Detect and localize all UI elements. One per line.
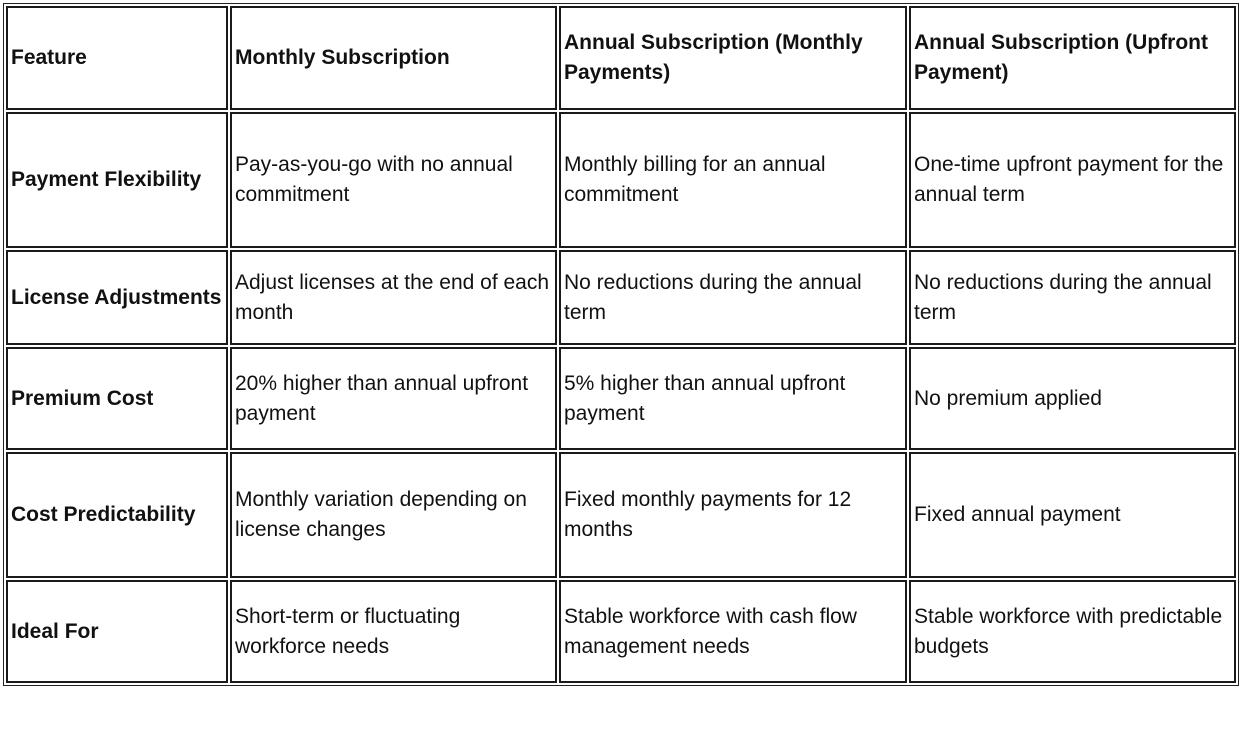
row-label-license-adjustments: License Adjustments [6, 250, 228, 345]
table-cell: Fixed annual payment [909, 452, 1236, 578]
table-cell: No premium applied [909, 347, 1236, 450]
table-cell: Stable workforce with cash flow management needs [559, 580, 907, 683]
table-cell: Monthly variation depending on license changes [230, 452, 557, 578]
header-monthly-subscription: Monthly Subscription [230, 6, 557, 110]
table-cell: One-time upfront payment for the annual term [909, 112, 1236, 248]
table-row [6, 347, 1236, 450]
table-cell: Fixed monthly payments for 12 months [559, 452, 907, 578]
table-row [6, 452, 1236, 578]
table-cell: No reductions during the annual term [909, 250, 1236, 345]
header-annual-monthly-payments: Annual Subscription (Monthly Payments) [559, 6, 907, 110]
table-cell: Adjust licenses at the end of each month [230, 250, 557, 345]
header-annual-upfront-payment: Annual Subscription (Upfront Payment) [909, 6, 1236, 110]
row-label-cost-predictability: Cost Predictability [6, 452, 228, 578]
subscription-comparison-table [3, 3, 1239, 686]
table-cell: 5% higher than annual upfront payment [559, 347, 907, 450]
table-row [6, 580, 1236, 683]
table-cell: 20% higher than annual upfront payment [230, 347, 557, 450]
table-cell: Pay-as-you-go with no annual commitment [230, 112, 557, 248]
table-row [6, 250, 1236, 345]
table-cell: Stable workforce with predictable budgets [909, 580, 1236, 683]
table-cell: Monthly billing for an annual commitment [559, 112, 907, 248]
header-feature: Feature [6, 6, 228, 110]
table-row [6, 112, 1236, 248]
table-cell: No reductions during the annual term [559, 250, 907, 345]
row-label-payment-flexibility: Payment Flexibility [6, 112, 228, 248]
table-cell: Short-term or fluctuating workforce needs [230, 580, 557, 683]
row-label-ideal-for: Ideal For [6, 580, 228, 683]
header-row [6, 6, 1236, 110]
row-label-premium-cost: Premium Cost [6, 347, 228, 450]
